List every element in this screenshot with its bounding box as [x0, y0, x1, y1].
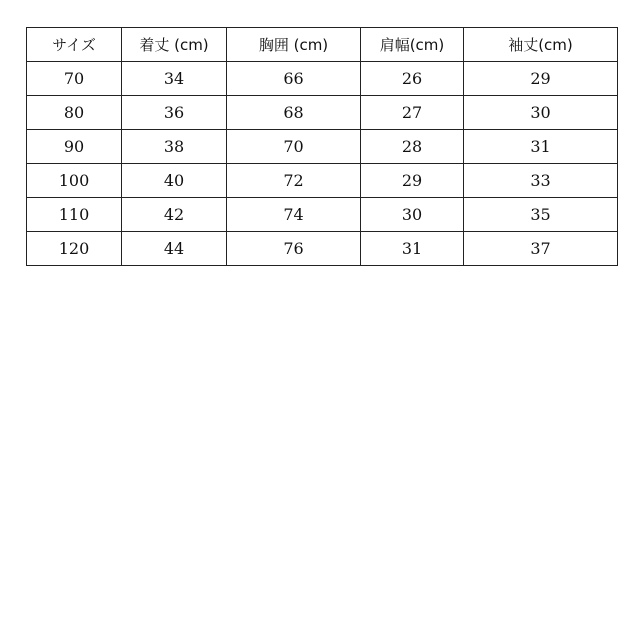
cell-chest: 66 [227, 62, 361, 96]
header-length: 着丈 (cm) [122, 28, 227, 62]
table-row [27, 232, 618, 266]
cell-shoulder: 26 [361, 62, 464, 96]
cell-shoulder: 28 [361, 130, 464, 164]
table-row [27, 62, 618, 96]
table-row [27, 198, 618, 232]
cell-shoulder: 27 [361, 96, 464, 130]
size-chart-table [26, 27, 618, 266]
cell-shoulder: 31 [361, 232, 464, 266]
cell-chest: 74 [227, 198, 361, 232]
cell-shoulder: 30 [361, 198, 464, 232]
cell-sleeve: 31 [464, 130, 618, 164]
header-sleeve: 袖丈(cm) [464, 28, 618, 62]
cell-length: 38 [122, 130, 227, 164]
header-chest: 胸囲 (cm) [227, 28, 361, 62]
table-row [27, 164, 618, 198]
cell-sleeve: 37 [464, 232, 618, 266]
cell-size: 120 [27, 232, 122, 266]
cell-sleeve: 30 [464, 96, 618, 130]
cell-shoulder: 29 [361, 164, 464, 198]
table-row [27, 96, 618, 130]
cell-size: 90 [27, 130, 122, 164]
cell-chest: 68 [227, 96, 361, 130]
header-shoulder: 肩幅(cm) [361, 28, 464, 62]
cell-chest: 76 [227, 232, 361, 266]
table-row [27, 130, 618, 164]
cell-chest: 72 [227, 164, 361, 198]
cell-size: 100 [27, 164, 122, 198]
cell-sleeve: 33 [464, 164, 618, 198]
cell-length: 44 [122, 232, 227, 266]
cell-size: 70 [27, 62, 122, 96]
cell-length: 36 [122, 96, 227, 130]
cell-length: 40 [122, 164, 227, 198]
cell-chest: 70 [227, 130, 361, 164]
cell-length: 34 [122, 62, 227, 96]
header-size: サイズ [27, 28, 122, 62]
cell-sleeve: 29 [464, 62, 618, 96]
cell-size: 110 [27, 198, 122, 232]
cell-size: 80 [27, 96, 122, 130]
cell-sleeve: 35 [464, 198, 618, 232]
table-header-row [27, 28, 618, 62]
cell-length: 42 [122, 198, 227, 232]
